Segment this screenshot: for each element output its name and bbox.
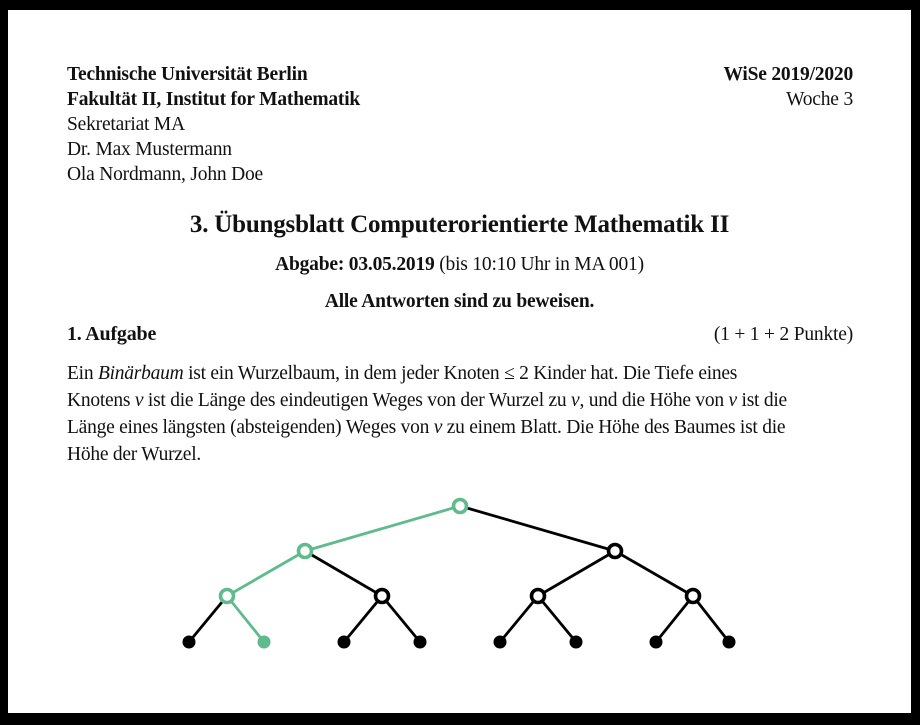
tree-node-lrr xyxy=(414,636,427,649)
tree-edge-l-ll xyxy=(227,551,305,596)
tree-edge-ll-lll xyxy=(189,596,227,642)
text-segment: Ein xyxy=(67,363,98,384)
exercise-points-label: (1 + 1 + 2 Punkte) xyxy=(713,324,853,345)
tree-node-rrr xyxy=(723,636,736,649)
tree-diagram xyxy=(8,10,911,713)
tree-node-rr xyxy=(687,590,700,603)
document-page xyxy=(8,10,911,713)
term-binaerbaum: Binärbaum xyxy=(97,363,184,384)
math-var-v: v xyxy=(134,390,144,411)
tree-node-rll xyxy=(494,636,507,649)
text-segment: Knotens xyxy=(67,390,135,411)
tree-edge-rl-rlr xyxy=(538,596,576,642)
document-title: 3. Übungsblatt Computerorientierte Mathematik II xyxy=(189,211,730,238)
math-var-v: v xyxy=(571,390,580,411)
tree-edge-r-rr xyxy=(615,551,693,596)
tree-node-ll xyxy=(221,590,234,603)
tree-node-l xyxy=(299,545,312,558)
text-segment: ist ein Wurzelbaum, in dem jeder Knoten ≤ 2 Kinder hat. Die Tiefe eines xyxy=(183,363,738,384)
math-var-v: v xyxy=(433,417,443,438)
submission-details: (bis 10:10 Uhr in MA 001) xyxy=(434,254,644,275)
tree-node-rlr xyxy=(570,636,583,649)
tree-edge-l-lr xyxy=(305,551,382,596)
lecturer-name: Dr. Max Mustermann xyxy=(67,139,232,160)
tree-edge-lr-lrl xyxy=(344,596,382,642)
text-segment: ist die xyxy=(736,390,787,411)
tree-node-rl xyxy=(532,590,545,603)
tree-node-lrl xyxy=(338,636,351,649)
tree-node-lll xyxy=(183,636,196,649)
tree-node-lr xyxy=(376,590,389,603)
submission-deadline: Abgabe: 03.05.2019 xyxy=(275,254,435,275)
tree-node-rrl xyxy=(650,636,663,649)
text-segment: ist die Länge des eindeutigen Weges von der Wurzel zu xyxy=(143,390,572,411)
tree-node-root xyxy=(454,500,467,513)
tree-edge-rr-rrl xyxy=(656,596,693,642)
secretariat: Sekretariat MA xyxy=(67,114,185,135)
math-var-v: v xyxy=(728,390,737,411)
tree-node-r xyxy=(609,545,622,558)
exercise-number-label: 1. Aufgabe xyxy=(67,323,157,345)
semester-label: WiSe 2019/2020 xyxy=(723,64,853,85)
text-segment: Länge eines längsten (absteigenden) Weges von xyxy=(67,417,434,438)
week-label: Woche 3 xyxy=(786,89,853,110)
tree-edge-rl-rll xyxy=(500,596,538,642)
text-segment: , und die Höhe von xyxy=(579,390,729,411)
tree-node-llr xyxy=(258,636,271,649)
text-segment: zu einem Blatt. Die Höhe des Baumes ist die xyxy=(442,417,786,438)
tree-edge-root-r xyxy=(460,506,615,551)
assistants-names: Ola Nordmann, John Doe xyxy=(67,164,263,185)
tree-edge-root-l xyxy=(305,506,460,551)
tree-edge-ll-llr xyxy=(227,596,264,642)
tree-edge-lr-lrr xyxy=(382,596,420,642)
tree-edge-rr-rrr xyxy=(693,596,729,642)
faculty-name: Fakultät II, Institut for Mathematik xyxy=(67,89,361,110)
proof-notice: Alle Antworten sind zu beweisen. xyxy=(324,291,595,312)
text-segment: Höhe der Wurzel. xyxy=(67,444,202,465)
institution-name: Technische Universität Berlin xyxy=(67,64,308,85)
tree-edge-r-rl xyxy=(538,551,615,596)
